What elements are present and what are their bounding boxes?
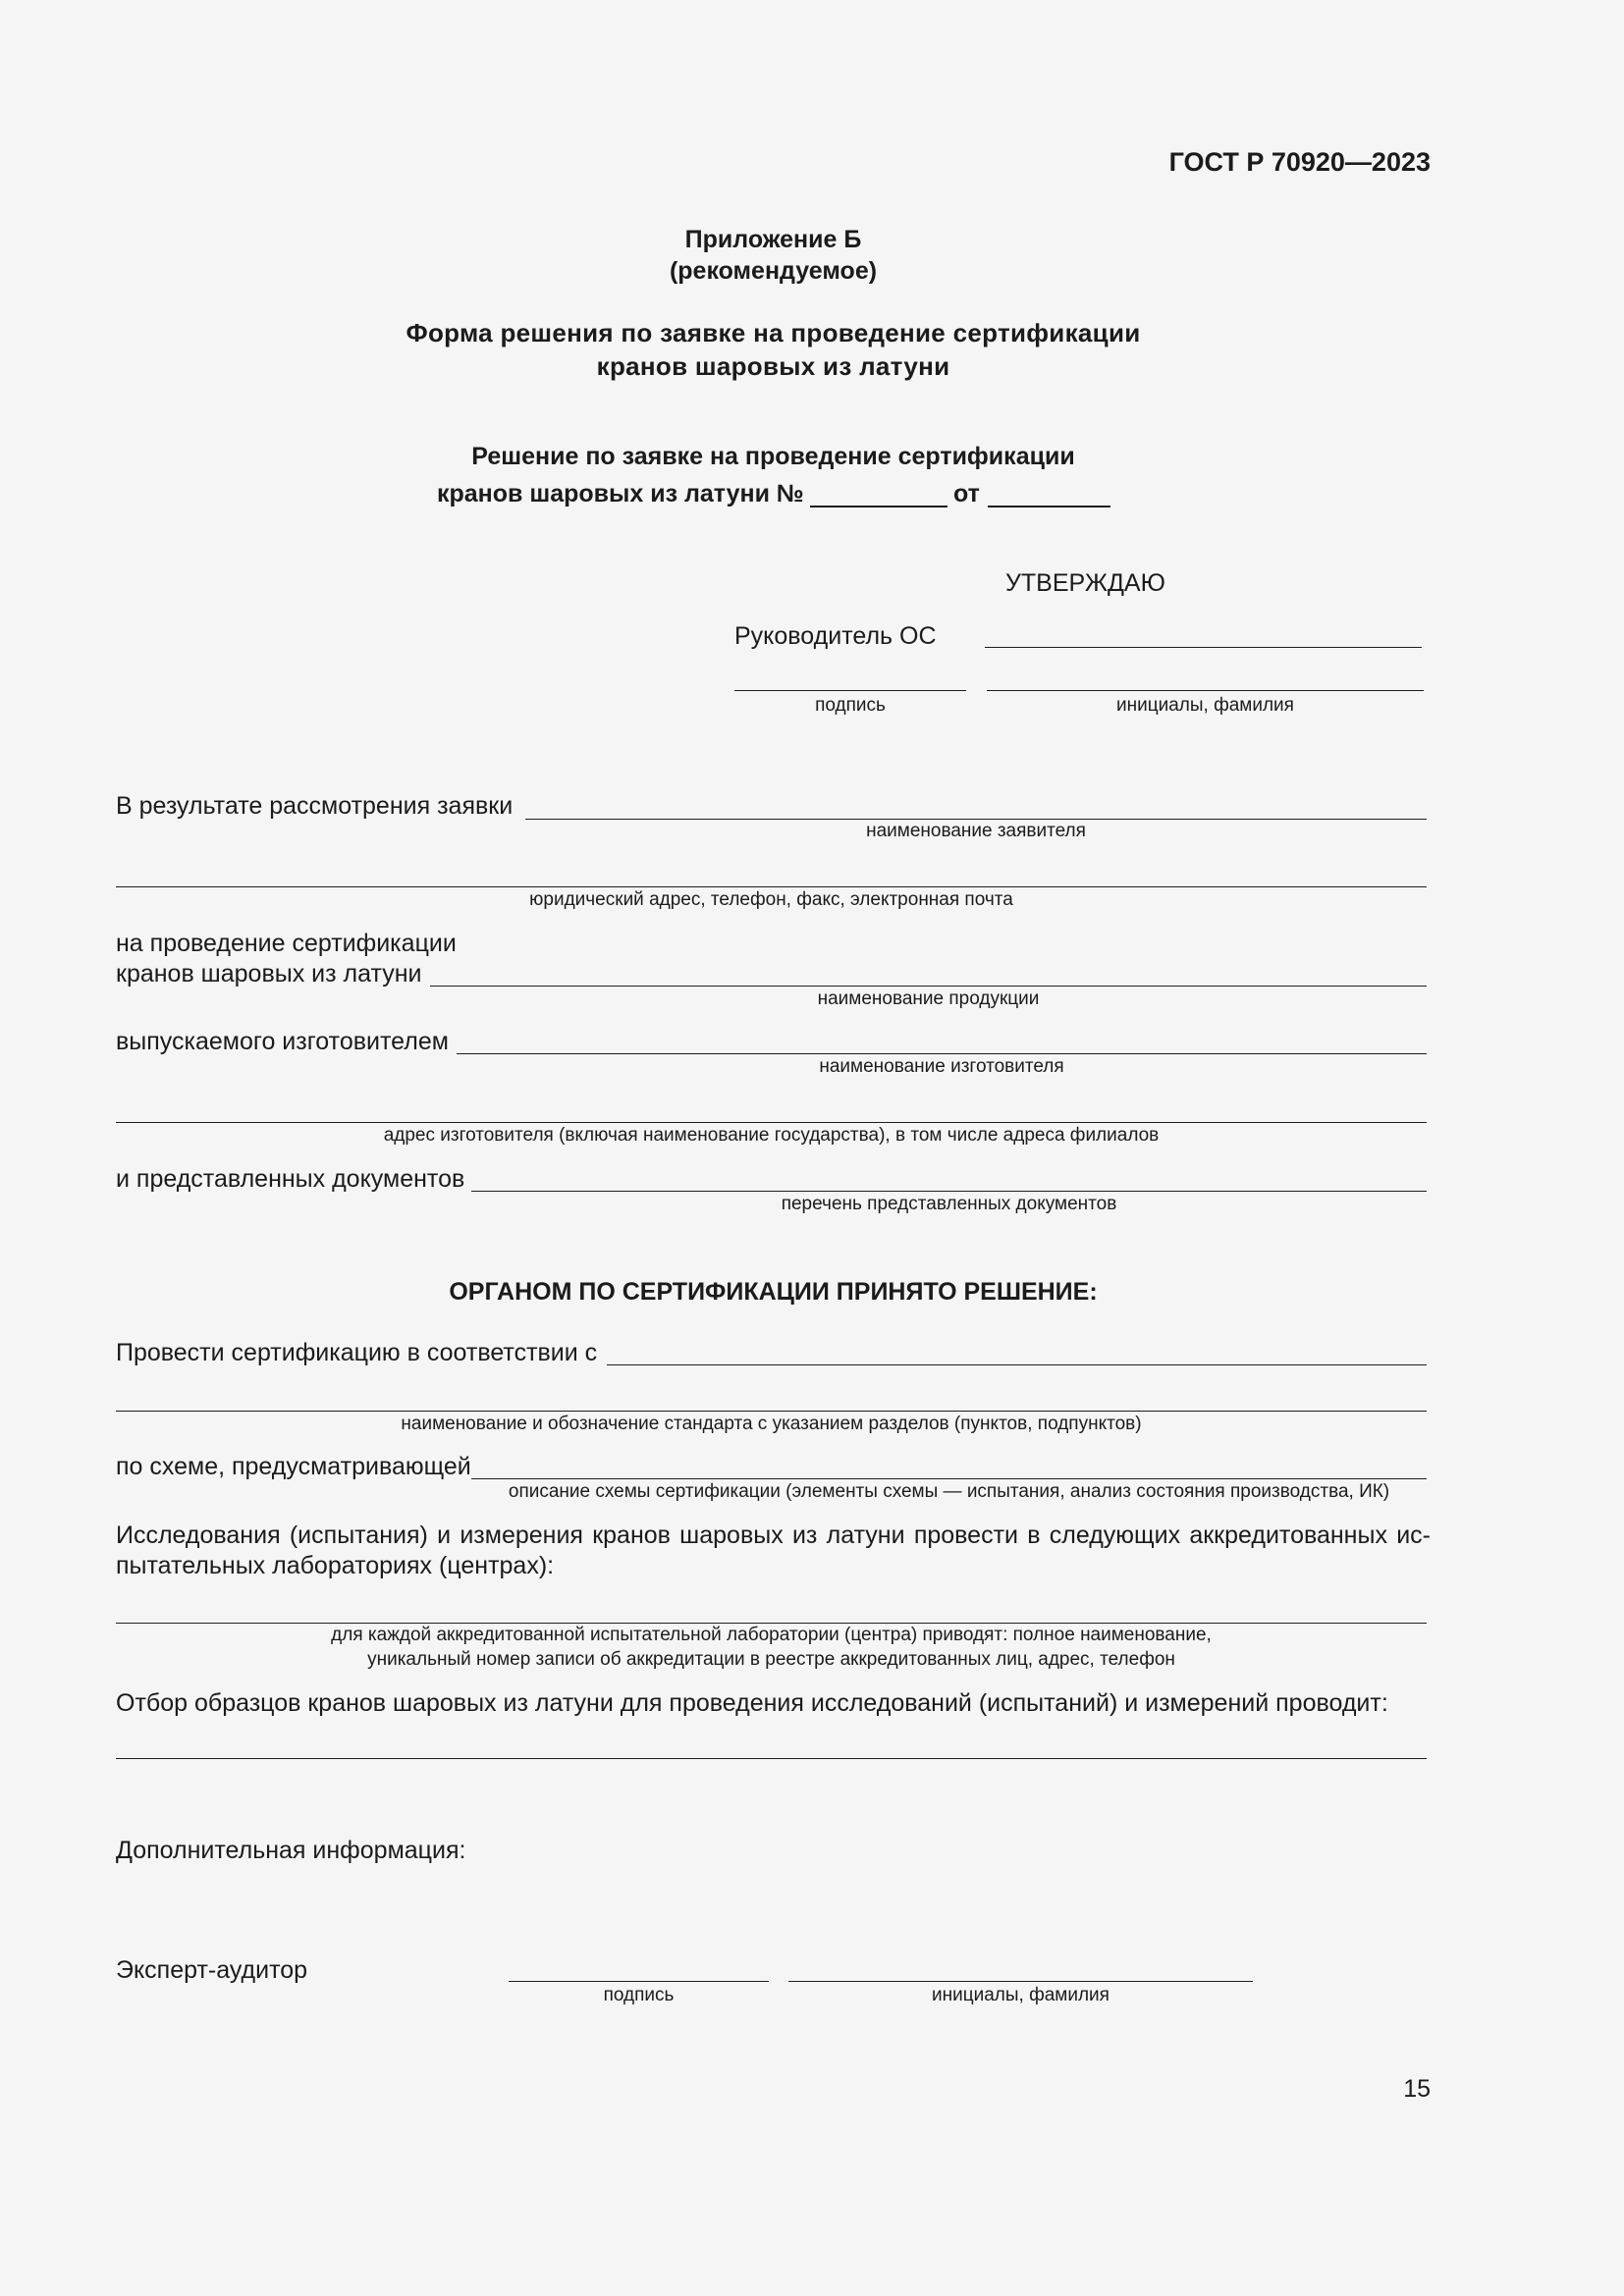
applicant-caption: наименование заявителя: [866, 821, 1086, 841]
standard-field[interactable]: [116, 1411, 1427, 1412]
sampling-field[interactable]: [116, 1758, 1427, 1759]
manufacturer-field[interactable]: [457, 1053, 1427, 1054]
form-title-line2: кранов шаровых из латуни: [596, 351, 950, 381]
applicant-field[interactable]: [525, 819, 1427, 820]
manufacturer-caption: наименование изготовителя: [819, 1056, 1064, 1077]
conduct-label: Провести сертификацию в соответствии с: [116, 1339, 598, 1366]
standard-caption: наименование и обозначение стандарта с указанием разделов (пунктов, подпунктов): [401, 1414, 1142, 1434]
page-number: 15: [1403, 2075, 1431, 2103]
research-text: Исследования (испытания) и измерения кранов шаровых из латуни провести в следующих аккредитованных ис-пытательных лабораториях (центрах):: [116, 1522, 1431, 1579]
expert-name-field[interactable]: [788, 1981, 1253, 1982]
sampling-text: Отбор образцов кранов шаровых из латуни для проведения исследований (испытаний) и измерений проводит:: [116, 1689, 1388, 1717]
decision-title-from: от: [953, 480, 980, 507]
manufacturer-address-field[interactable]: [116, 1122, 1427, 1123]
additional-info-label: Дополнительная информация:: [116, 1837, 466, 1864]
scheme-field[interactable]: [471, 1478, 1427, 1479]
documents-field[interactable]: [471, 1191, 1427, 1192]
applicant-address-field[interactable]: [116, 886, 1427, 887]
lab-caption-2: уникальный номер записи об аккредитации в реестре аккредитованных лиц, адрес, телефон: [367, 1649, 1175, 1670]
decision-number-field[interactable]: [810, 506, 947, 507]
appendix-title: Приложение Б: [684, 226, 862, 253]
manufacturer-label: выпускаемого изготовителем: [116, 1028, 449, 1055]
expert-label: Эксперт-аудитор: [116, 1956, 308, 1984]
scheme-caption: описание схемы сертификации (элементы схемы — испытания, анализ состояния производства, ИК): [508, 1481, 1390, 1502]
form-title-line1: Форма решения по заявке на проведение сертификации: [406, 318, 1141, 347]
expert-name-caption: инициалы, фамилия: [932, 1985, 1110, 2005]
head-signature-caption: подпись: [815, 695, 886, 716]
head-of-body-label: Руководитель ОС: [734, 622, 937, 650]
expert-signature-caption: подпись: [603, 1985, 675, 2005]
decision-title-prefix: кранов шаровых из латуни №: [437, 480, 804, 507]
conduct-field[interactable]: [607, 1364, 1427, 1365]
lab-field[interactable]: [116, 1623, 1427, 1624]
appendix-note: (рекомендуемое): [669, 257, 878, 285]
decision-heading: ОРГАНОМ ПО СЕРТИФИКАЦИИ ПРИНЯТО РЕШЕНИЕ:: [449, 1278, 1098, 1306]
cert-label-1: на проведение сертификации: [116, 930, 457, 957]
decision-title-line1: Решение по заявке на проведение сертификации: [471, 443, 1075, 470]
lab-caption-1: для каждой аккредитованной испытательной лаборатории (центра) приводят: полное наименование,: [331, 1625, 1212, 1645]
review-label: В результате рассмотрения заявки: [116, 792, 514, 820]
approve-label: УТВЕРЖДАЮ: [1005, 569, 1165, 597]
manufacturer-address-caption: адрес изготовителя (включая наименование государства), в том числе адреса филиалов: [383, 1125, 1160, 1146]
standard-code: ГОСТ Р 70920—2023: [1168, 147, 1431, 177]
documents-caption: перечень представленных документов: [781, 1194, 1117, 1214]
expert-signature-field[interactable]: [509, 1981, 769, 1982]
applicant-address-caption: юридический адрес, телефон, факс, электронная почта: [529, 889, 1013, 910]
product-caption: наименование продукции: [817, 988, 1040, 1009]
head-name-field[interactable]: [987, 690, 1424, 691]
decision-date-field[interactable]: [988, 506, 1110, 507]
cert-label-2: кранов шаровых из латуни: [116, 960, 422, 988]
scheme-label: по схеме, предусматривающей: [116, 1453, 471, 1480]
product-field[interactable]: [430, 986, 1427, 987]
head-signature-field[interactable]: [734, 690, 966, 691]
head-of-body-field[interactable]: [985, 647, 1422, 648]
documents-label: и представленных документов: [116, 1165, 465, 1193]
head-name-caption: инициалы, фамилия: [1116, 695, 1294, 716]
